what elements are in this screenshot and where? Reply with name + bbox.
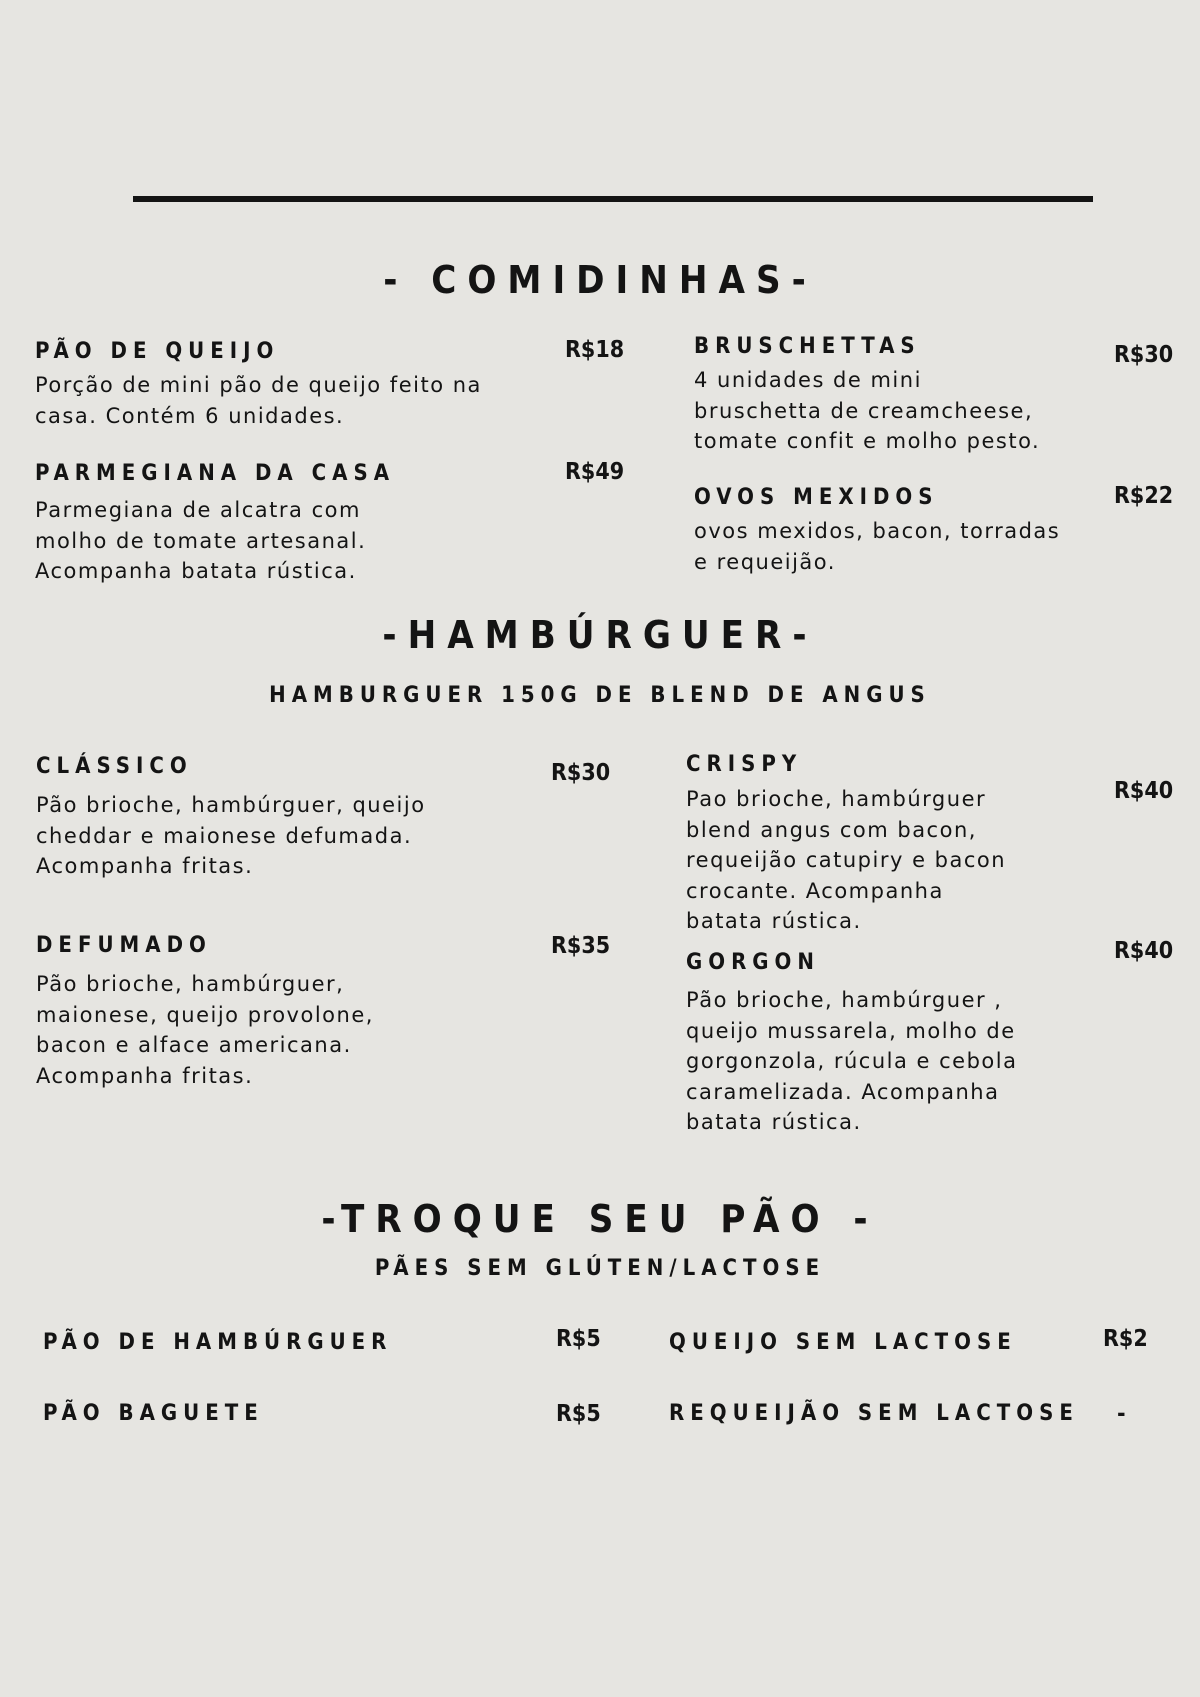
item-name: PÃO DE QUEIJO: [35, 339, 280, 364]
section-title-hamburguer: -HAMBÚRGUER-: [382, 613, 818, 657]
item-name: PÃO DE HAMBÚRGUER: [43, 1330, 393, 1355]
item-name: QUEIJO SEM LACTOSE: [669, 1330, 1017, 1355]
item-description: 4 unidades de mini bruschetta de creamcheese, tomate confit e molho pesto.: [694, 368, 1041, 453]
item-description: Parmegiana de alcatra com molho de tomate artesanal. Acompanha batata rústica.: [35, 498, 367, 583]
item-name: CLÁSSICO: [36, 754, 193, 779]
section-subtitle-troque: PÃES SEM GLÚTEN/LACTOSE: [374, 1256, 826, 1281]
item-price: R$22: [1114, 483, 1174, 509]
item-name: DEFUMADO: [36, 933, 212, 958]
item-name: GORGON: [686, 950, 820, 975]
item-price: R$40: [1114, 778, 1174, 804]
item-name: PARMEGIANA DA CASA: [35, 461, 396, 486]
item-description: Pao brioche, hambúrguer blend angus com bacon, requeijão catupiry e bacon crocante. Acompanha batata rústica.: [686, 787, 1007, 933]
item-price: R$5: [556, 1401, 601, 1427]
section-title-troque: -TROQUE SEU PÃO -: [321, 1197, 879, 1241]
item-description: ovos mexidos, bacon, torradas e requeijão.: [694, 519, 1061, 574]
item-price: R$5: [556, 1326, 601, 1352]
item-price: R$30: [551, 760, 611, 786]
top-divider: [133, 196, 1093, 202]
item-price: R$2: [1103, 1326, 1148, 1352]
item-price: R$49: [565, 459, 625, 485]
item-description: Pão brioche, hambúrguer, maionese, queijo provolone, bacon e alface americana. Acompanha fritas.: [36, 972, 374, 1088]
item-description: Porção de mini pão de queijo feito na casa. Contém 6 unidades.: [35, 373, 482, 428]
section-subtitle-hamburguer: HAMBURGUER 150G DE BLEND DE ANGUS: [269, 683, 931, 708]
item-name: CRISPY: [686, 752, 803, 777]
section-title-comidinhas: - COMIDINHAS-: [383, 258, 817, 302]
item-name: BRUSCHETTAS: [694, 334, 921, 359]
item-price: R$35: [551, 933, 611, 959]
item-name: OVOS MEXIDOS: [694, 485, 939, 510]
item-price: R$40: [1114, 938, 1174, 964]
item-name: REQUEIJÃO SEM LACTOSE: [669, 1401, 1079, 1426]
item-description: Pão brioche, hambúrguer, queijo cheddar e maionese defumada. Acompanha fritas.: [36, 793, 426, 878]
item-price: -: [1117, 1401, 1126, 1427]
item-price: R$30: [1114, 342, 1174, 368]
item-price: R$18: [565, 337, 625, 363]
item-description: Pão brioche, hambúrguer , queijo mussarela, molho de gorgonzola, rúcula e cebola caramelizada. Acompanha batata rústica.: [686, 988, 1018, 1134]
item-name: PÃO BAGUETE: [43, 1401, 264, 1426]
